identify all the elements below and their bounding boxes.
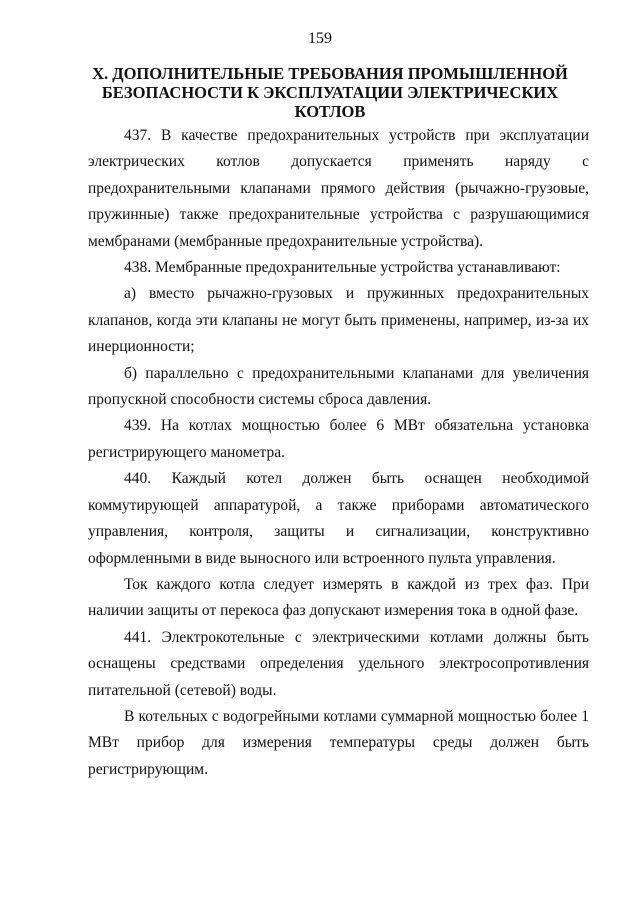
paragraph-439: 439. На котлах мощностью более 6 МВт обязательна установка регистрирующего манометра. bbox=[88, 417, 589, 461]
paragraph-438-a: а) вместо рычажно-грузовых и пружинных предохранительных клапанов, когда эти клапаны не могут быть применены, например, из-за их инерционности; bbox=[88, 285, 589, 356]
page-number: 159 bbox=[308, 30, 332, 47]
section-heading-line-1: X. ДОПОЛНИТЕЛЬНЫЕ ТРЕБОВАНИЯ ПРОМЫШЛЕННОЙ bbox=[92, 64, 568, 83]
paragraph-440-current: Ток каждого котла следует измерять в каждой из трех фаз. При наличии защиты от перекоса фаз допускают измерения тока в одной фазе. bbox=[88, 575, 589, 620]
paragraph-441: 441. Электрокотельные с электрическими котлами должны быть оснащены средствами определения удельного электросопротивления питательной (сетевой) воды. bbox=[88, 628, 589, 699]
body-text bbox=[88, 123, 589, 783]
paragraph-440: 440. Каждый котел должен быть оснащен необходимой коммутирующей аппаратурой, а также приборами автоматического управления, контроля, защиты и сигнализации, конструктивно оформленными в виде выносного или встроенного пульта управления. bbox=[88, 470, 589, 567]
paragraph-438: 438. Мембранные предохранительные устройства устанавливают: bbox=[124, 259, 561, 277]
paragraph-438-b: б) параллельно с предохранительными клапанами для увеличения пропускной способности системы сброса давления. bbox=[88, 364, 589, 409]
paragraph-437: 437. В качестве предохранительных устройств при эксплуатации электрических котлов допускается применять наряду с предохранительными клапанами прямого действия (рычажно-грузовые, пружинные) также предохранительные устройства с разрушающимися мембранами (мембранные предохранительные устройства). bbox=[88, 127, 589, 250]
paragraph-441-recorder: В котельных с водогрейными котлами суммарной мощностью более 1 МВт прибор для измерения температуры среды должен быть регистрирующим. bbox=[88, 707, 589, 778]
section-heading-line-2: БЕЗОПАСНОСТИ К ЭКСПЛУАТАЦИИ ЭЛЕКТРИЧЕСКИХ КОТЛОВ bbox=[101, 83, 559, 121]
section-heading bbox=[80, 64, 580, 121]
